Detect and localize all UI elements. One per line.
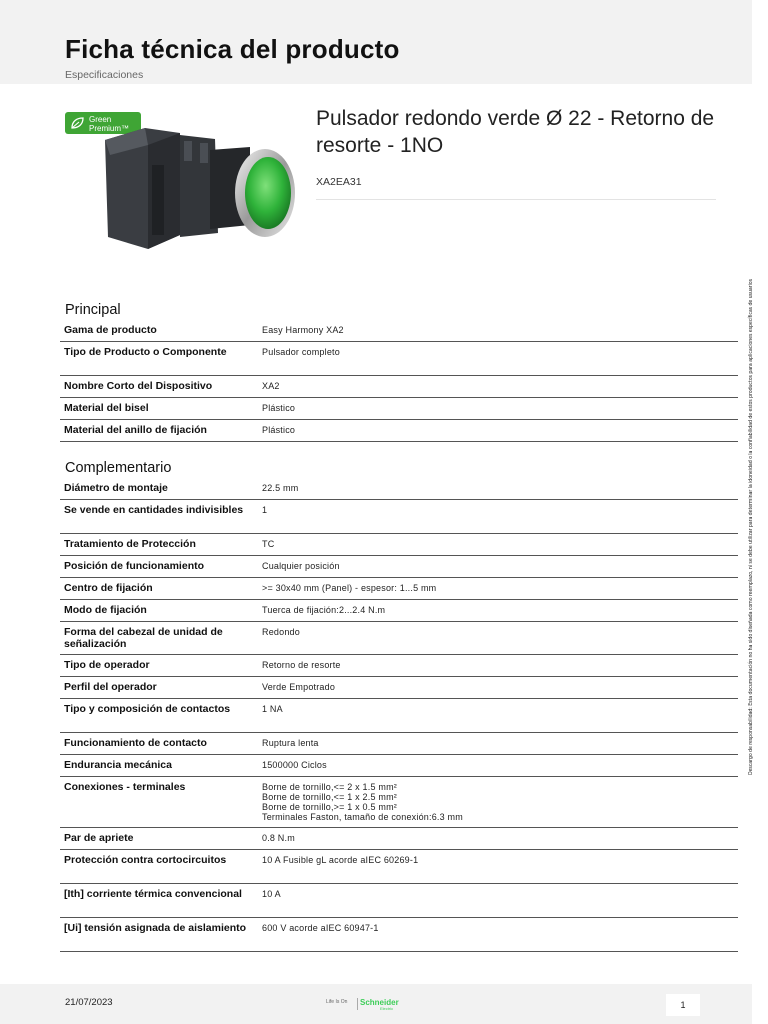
spec-value — [262, 854, 738, 878]
schneider-logo — [360, 998, 399, 1011]
spec-row — [60, 600, 738, 622]
spec-value — [262, 681, 738, 693]
section-title-complementario: Complementario — [65, 460, 172, 476]
spec-value-line: XA2 — [262, 381, 280, 391]
page-subtitle: Especificaciones — [65, 69, 144, 81]
spec-row — [60, 376, 738, 398]
spec-row — [60, 420, 738, 442]
spec-value-line: Cualquier posición — [262, 561, 340, 571]
spec-row — [60, 578, 738, 600]
spec-table-principal — [60, 320, 738, 442]
disclaimer-text: Descargo de responsabilidad: Esta documentación no ha sido diseñada como reemplazo, ni se debe utilizar para determinar la idoneidad o la confiabilidad de estos productos para aplicaciones específicas de usuarios — [748, 279, 754, 775]
spec-value-line: 22.5 mm — [262, 483, 299, 493]
spec-row — [60, 534, 738, 556]
spec-value — [262, 781, 738, 822]
page-footer — [0, 984, 752, 1024]
spec-value — [262, 346, 738, 370]
spec-value — [262, 482, 738, 494]
divider — [316, 199, 716, 200]
spec-label: Gama de producto — [64, 324, 157, 336]
spec-value — [262, 832, 738, 844]
spec-value — [262, 538, 738, 550]
spec-row — [60, 622, 738, 655]
pushbutton-photo-icon — [100, 125, 300, 255]
spec-label: Funcionamiento de contacto — [64, 737, 207, 749]
spec-value — [262, 402, 738, 414]
spec-row — [60, 342, 738, 376]
page-number: 1 — [666, 994, 700, 1016]
spec-label: Posición de funcionamiento — [64, 560, 205, 572]
section-title-principal: Principal — [65, 302, 121, 318]
spec-row — [60, 699, 738, 733]
product-reference: XA2EA31 — [316, 176, 362, 188]
spec-value — [262, 380, 738, 392]
spec-label: Material del anillo de fijación — [64, 424, 207, 436]
spec-label: Tipo de Producto o Componente — [64, 346, 227, 358]
spec-row — [60, 655, 738, 677]
spec-value — [262, 424, 738, 436]
spec-value — [262, 759, 738, 771]
spec-label: Modo de fijación — [64, 604, 147, 616]
logo-tagline: Life Is On — [326, 999, 348, 1005]
disclaimer-note — [748, 170, 760, 775]
spec-value — [262, 626, 738, 649]
footer-date: 21/07/2023 — [65, 997, 113, 1008]
spec-value-line: 1500000 Ciclos — [262, 760, 327, 770]
spec-row — [60, 918, 738, 952]
spec-value — [262, 703, 738, 727]
spec-value-line: Borne de tornillo,>= 1 x 0.5 mm² — [262, 802, 397, 812]
spec-row — [60, 850, 738, 884]
spec-label: Par de apriete — [64, 832, 134, 844]
spec-value — [262, 737, 738, 749]
spec-value-line: Verde Empotrado — [262, 682, 336, 692]
spec-row — [60, 755, 738, 777]
spec-label: Nombre Corto del Dispositivo — [64, 380, 213, 392]
spec-label: [Ui] tensión asignada de aislamiento — [64, 922, 247, 934]
spec-label: Material del bisel — [64, 402, 149, 414]
spec-value — [262, 560, 738, 572]
leaf-icon — [70, 116, 85, 130]
spec-value-line: Tuerca de fijación:2...2.4 N.m — [262, 605, 386, 615]
spec-label: Perfil del operador — [64, 681, 157, 693]
spec-row — [60, 478, 738, 500]
spec-table-complementario — [60, 478, 738, 952]
spec-value-line: Terminales Faston, tamaño de conexión:6.3 mm — [262, 812, 463, 822]
spec-value-line: >= 30x40 mm (Panel) - espesor: 1...5 mm — [262, 583, 437, 593]
spec-row — [60, 777, 738, 828]
spec-value-line: Plástico — [262, 403, 296, 413]
badge-line-1: Green — [89, 115, 112, 124]
page-header — [0, 0, 752, 84]
spec-value-line: Borne de tornillo,<= 2 x 1.5 mm² — [262, 782, 397, 792]
logo-brand: Schneider — [360, 998, 399, 1007]
spec-label: Conexiones - terminales — [64, 781, 186, 793]
spec-row — [60, 398, 738, 420]
spec-value-line: 1 NA — [262, 704, 283, 714]
spec-label: Tratamiento de Protección — [64, 538, 196, 550]
spec-value-line: Retorno de resorte — [262, 660, 341, 670]
spec-value-line: Redondo — [262, 627, 300, 637]
spec-row — [60, 320, 738, 342]
spec-value — [262, 582, 738, 594]
spec-row — [60, 733, 738, 755]
page-title: Ficha técnica del producto — [65, 34, 400, 64]
spec-label: Tipo y composición de contactos — [64, 703, 231, 715]
spec-row — [60, 556, 738, 578]
badge-line-2: Premium™ — [89, 124, 130, 133]
spec-label: Diámetro de montaje — [64, 482, 168, 494]
spec-value-line: Easy Harmony XA2 — [262, 325, 344, 335]
spec-label: Protección contra cortocircuitos — [64, 854, 227, 866]
spec-value-line: Ruptura lenta — [262, 738, 319, 748]
spec-value-line: 10 A — [262, 889, 281, 899]
product-title: Pulsador redondo verde Ø 22 - Retorno de resorte - 1NO — [316, 107, 715, 157]
spec-row — [60, 500, 738, 534]
spec-value-line: 0.8 N.m — [262, 833, 295, 843]
spec-value-line: 1 — [262, 505, 268, 515]
spec-value-line: 10 A Fusible gL acorde aIEC 60269-1 — [262, 855, 419, 865]
spec-value-line: Borne de tornillo,<= 1 x 2.5 mm² — [262, 792, 397, 802]
spec-label: [Ith] corriente térmica convencional — [64, 888, 242, 900]
logo-sub: Electric — [380, 1006, 394, 1011]
spec-label: Endurancia mecánica — [64, 759, 172, 771]
spec-label: Forma del cabezal de unidad de señalización — [64, 626, 223, 650]
spec-label: Se vende en cantidades indivisibles — [64, 504, 244, 516]
logo-divider — [357, 998, 358, 1010]
spec-value — [262, 888, 738, 912]
spec-value — [262, 604, 738, 616]
spec-row — [60, 884, 738, 918]
spec-value-line: Plástico — [262, 425, 296, 435]
spec-value — [262, 504, 738, 528]
spec-value-line: 600 V acorde aIEC 60947-1 — [262, 923, 379, 933]
spec-value-line: TC — [262, 539, 275, 549]
spec-value-line: Pulsador completo — [262, 347, 340, 357]
spec-value — [262, 922, 738, 946]
spec-value — [262, 659, 738, 671]
spec-label: Tipo de operador — [64, 659, 150, 671]
spec-row — [60, 828, 738, 850]
spec-label: Centro de fijación — [64, 582, 153, 594]
spec-value — [262, 324, 738, 336]
spec-row — [60, 677, 738, 699]
